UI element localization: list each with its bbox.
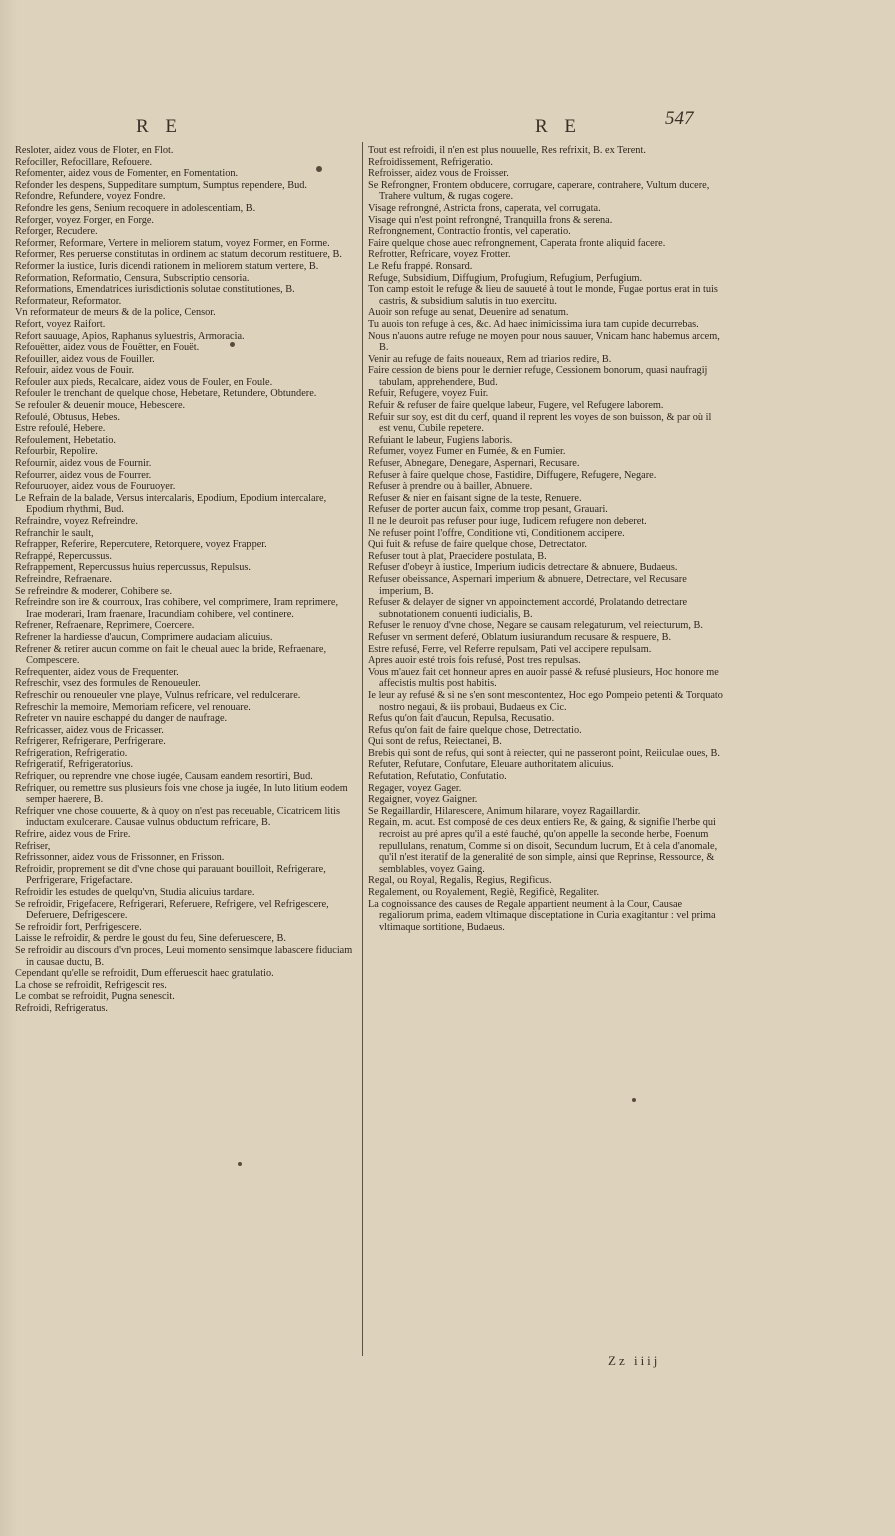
dictionary-entry: Le Refrain de la balade, Versus intercalaris, Epodium, Epodium intercalare, Epodium rhythmi, Bud. [15,492,327,516]
dictionary-entry: Refuge, Subsidium, Diffugium, Profugium, Refugium, Perfugium. [368,272,643,284]
dictionary-entry: Refreindre, Refraenare. [15,573,112,585]
dictionary-entry: Refuser, Abnegare, Denegare, Aspernari, Recusare. [368,458,580,470]
dictionary-entry: Reformations, Emendatrices iurisdictionis solutae constitutiones, B. [15,284,295,296]
dictionary-entry: La chose se refroidit, Refrigescit res. [15,979,167,991]
dictionary-entry: Refroidir les estudes de quelqu'vn, Studia alicuius tardare. [15,887,255,898]
dictionary-entry: Refreschir ou renoueuler vne playe, Vulnus refricare, vel redulcerare. [15,689,301,701]
dictionary-entry: Refroisser, aidez vous de Froisser. [368,168,509,180]
dictionary-entry: Ton camp estoit le refuge & lieu de sauueté à tout le monde, Fugae portus erat in tuis castris, & subsidium salutis in tuo exercitu. [368,284,718,307]
dictionary-entry: Refrotter, Refricare, voyez Frotter. [368,249,511,261]
dictionary-entry: Refriquer, ou remettre sus plusieurs fois vne chose ja iugée, In luto litium eodem semper haerere, B. [15,782,348,806]
dictionary-entry: Reformer, Reformare, Vertere in meliorem statum, voyez Former, en Forme. [15,237,330,249]
running-head-right: R E [535,116,583,137]
dictionary-entry: Auoir son refuge au senat, Deuenire ad senatum. [368,307,569,319]
dictionary-entry: Vous m'auez fait cet honneur apres en auoir passé & refusé plusieurs, Hoc honore me affecistis multis post habitis. [368,666,719,690]
dictionary-entry: Se refouler & deuenir mouce, Hebescere. [15,400,186,412]
dictionary-entry: Refrener & retirer aucun comme on fait le cheual auec la bride, Refraenare, Compescere. [15,643,327,667]
dictionary-entry: Refreter vn nauire eschappé du danger de naufrage. [15,713,228,725]
dictionary-entry: Refrappement, Repercussus huius repercussus, Repulsus. [15,562,251,574]
dictionary-entry: Refuser à faire quelque chose, Fastidire, Diffugere, Refugere, Negare. [368,469,657,481]
dictionary-entry: Le combat se refroidit, Pugna senescit. [15,991,175,1003]
dictionary-entry: Refriquer, ou reprendre vne chose iugée, Causam eandem resortiri, Bud. [15,771,313,783]
dictionary-entry: Refuser à prendre ou à bailler, Abnuere. [368,481,533,493]
dictionary-entry: Regager, voyez Gager. [368,782,462,794]
dictionary-entry: Visage qui n'est point refrongné, Tranquilla frons & serena. [368,214,613,226]
dictionary-entry: Refraindre, voyez Refreindre. [15,516,138,527]
dictionary-entry: Refroidissement, Refrigeratio. [368,156,493,168]
dictionary-entry: Refuser d'obeyr à iustice, Imperium iudicis detrectare & abnuere, Budaeus. [368,562,678,574]
dictionary-entry: Refrissonner, aidez vous de Frissonner, en Frisson. [15,852,225,864]
dictionary-entry: Refranchir le sault, [15,527,94,539]
dictionary-entry: Refourrer, aidez vous de Fourrer. [15,469,152,481]
dictionary-entry: Refuir & refuser de faire quelque labeur, Fugere, vel Refugere laborem. [368,400,664,412]
dictionary-entry: Resloter, aidez vous de Floter, en Flot. [15,145,174,156]
dictionary-entry: Se Regaillardir, Hilarescere, Animum hilarare, voyez Ragaillardir. [368,805,641,817]
dictionary-entry: Refroidir, proprement se dit d'vne chose qui parauant bouilloit, Refrigerare, Perfrigerare, Frigefactare. [15,863,326,887]
dictionary-entry: Refouir, aidez vous de Fouir. [15,365,135,377]
dictionary-entry: Refonder les despens, Suppeditare sumptum, Sumptus rependere, Bud. [15,179,307,191]
dictionary-entry: Tu auois ton refuge à ces, &c. Ad haec inimicissima iura tam cupide decurrebas. [368,318,699,330]
dictionary-entry: Refrigeratif, Refrigeratorius. [15,759,134,771]
dictionary-entry: Laisse le refroidir, & perdre le goust du feu, Sine deferuescere, B. [15,933,286,945]
dictionary-entry: Refreschir la memoire, Memoriam reficere, vel renouare. [15,701,251,713]
dictionary-entry: Estre refusé, Ferre, vel Referre repulsam, Pati vel accipere repulsam. [368,643,652,655]
ink-spot [230,342,235,347]
dictionary-entry: Refondre les gens, Senium recoquere in adolescentiam, B. [15,202,256,214]
dictionary-entry: Estre refoulé, Hebere. [15,423,106,435]
right-column [368,145,723,933]
dictionary-entry: Refreschir, vsez des formules de Renoueuler. [15,678,201,690]
dictionary-entry: Refort, voyez Raifort. [15,318,106,330]
dictionary-entry: Refricasser, aidez vous de Fricasser. [15,724,164,736]
dictionary-entry: Refrigerer, Refrigerare, Perfrigerare. [15,736,166,748]
dictionary-entry: Reformer la iustice, Iuris dicendi rationem in meliorem statum vertere, B. [15,260,319,272]
dictionary-entry: Il ne le deuroit pas refuser pour iuge, Iudicem refugere non deberet. [368,516,647,527]
dictionary-entry: Se refroidir, Frigefacere, Refrigerari, Referuere, Refrigere, vel Refrigescere, Deferuere, Defrigescere. [15,898,329,922]
dictionary-entry: Refouruoyer, aidez vous de Fouruoyer. [15,481,176,493]
dictionary-entry: Ne refuser point l'offre, Conditione vti, Conditionem accipere. [368,527,625,539]
dictionary-entry: Se refroidir fort, Perfrigescere. [15,921,142,933]
dictionary-entry: Faire cession de biens pour le dernier refuge, Cessionem bonorum, quasi naufragij tabulam, apprehendere, Bud. [368,365,708,388]
dictionary-entry: Refrener, Refraenare, Reprimere, Coercere. [15,620,195,632]
dictionary-entry: Faire quelque chose auec refrongnement, Caperata fronte aliquid facere. [368,237,666,249]
dictionary-entry: Refomenter, aidez vous de Fomenter, en Fomentation. [15,168,239,180]
dictionary-entry: Reformation, Reformatio, Censura, Subscriptio censoria. [15,272,250,284]
dictionary-entry: Refrongnement, Contractio frontis, vel caperatio. [368,226,571,238]
dictionary-entry: Regaigner, voyez Gaigner. [368,794,478,806]
dictionary-entry: Refutation, Refutatio, Confutatio. [368,771,507,783]
dictionary-entry: Refus qu'on fait d'aucun, Repulsa, Recusatio. [368,713,555,725]
dictionary-entry: Refrapper, Referire, Repercutere, Retorquere, voyez Frapper. [15,539,267,551]
dictionary-entry: Refouëtter, aidez vous de Fouëtter, en Fouët. [15,342,200,354]
dictionary-entry: Refuiant le labeur, Fugiens laboris. [368,434,513,446]
dictionary-entry: Regain, m. acut. Est composé de ces deux entiers Re, & gaing, & signifie l'herbe qui recroist au pré apres qu'il a esté fauché, qu'on appelle la seconde herbe, Foenum repullulans, renatum, Comme si on disoit, Secundum lucrum, Et à cela d'anomale, qu'il n'est iteratif de la generalité de son simple, ainsi que Reprinse, Ressource, & semblables, voyez Gaing. [368,817,718,875]
dictionary-entry: Refuser & delayer de signer vn appoinctement accordé, Prolatando detrectare subnotationem conuenti iudicialis, B. [368,597,688,620]
dictionary-entry: Visage refrongné, Astricta frons, caperata, vel corrugata. [368,202,601,214]
dictionary-entry: Se Refrongner, Frontem obducere, corrugare, caperare, contrahere, Vultum ducere, Trahere vultum, & rugas cogere. [368,179,710,203]
dictionary-entry: Refoulement, Hebetatio. [15,434,116,446]
dictionary-entry: Qui fuit & refuse de faire quelque chose, Detrectator. [368,539,588,551]
dictionary-entry: Reformateur, Reformator. [15,295,122,307]
dictionary-entry: Refuter, Refutare, Confutare, Eleuare authoritatem alicuius. [368,759,614,771]
page-number: 547 [665,108,694,129]
dictionary-entry: Refuser de porter aucun faix, comme trop pesant, Grauari. [368,504,608,516]
dictionary-entry: Venir au refuge de faits noueaux, Rem ad triarios redire, B. [368,353,612,365]
dictionary-entry: Refouler le trenchant de quelque chose, Hebetare, Retundere, Obtundere. [15,388,317,400]
dictionary-entry: Refriser, [15,840,51,852]
dictionary-entry: Refourbir, Repolire. [15,446,98,458]
dictionary-entry: Refournir, aidez vous de Fournir. [15,458,152,470]
dictionary-entry: Vn reformateur de meurs & de la police, Censor. [15,307,216,319]
dictionary-entry: Reforger, Recudere. [15,226,98,238]
dictionary-entry: Refuir, Refugere, voyez Fuir. [368,388,489,400]
dictionary-entry: Refouler aux pieds, Recalcare, aidez vous de Fouler, en Foule. [15,376,273,388]
dictionary-entry: Refrire, aidez vous de Frire. [15,829,131,841]
dictionary-entry: Reforger, voyez Forger, en Forge. [15,214,155,226]
ink-spot [632,1098,636,1102]
dictionary-entry: Refriquer vne chose couuerte, & à quoy on n'est pas receuable, Cicatricem litis inductam exulcerare. Causae vulnus obductum refricare, B. [15,805,340,829]
dictionary-entry: Refuser & nier en faisant signe de la teste, Renuere. [368,492,582,504]
dictionary-entry: Refrequenter, aidez vous de Frequenter. [15,666,179,678]
dictionary-entry: Refondre, Refundere, voyez Fondre. [15,191,166,203]
dictionary-entry: Se refreindre & moderer, Cohibere se. [15,585,173,597]
running-head-left: R E [136,116,184,137]
dictionary-entry: Reformer, Res peruerse constitutas in ordinem ac statum decorum restituere, B. [15,249,342,261]
dictionary-entry: Apres auoir esté trois fois refusé, Post tres repulsas. [368,655,581,667]
dictionary-entry: Cependant qu'elle se refroidit, Dum efferuescit haec gratulatio. [15,968,274,980]
ink-spot [238,1162,242,1166]
dictionary-entry: Le Refu frappé. Ronsard. [368,260,473,272]
dictionary-entry: Refuser obeissance, Aspernari imperium & abnuere, Detrectare, vel Recusare imperium, B. [368,573,687,597]
dictionary-entry: Refrigeration, Refrigeratio. [15,747,128,759]
dictionary-entry: Refuser vn serment deferé, Oblatum iusiurandum recusare & respuere, B. [368,631,672,643]
dictionary-entry: Tout est refroidi, il n'en est plus nouuelle, Res refrixit, B. ex Terent. [368,145,646,156]
dictionary-entry: Refumer, voyez Fumer en Fumée, & en Fumier. [368,446,566,458]
left-column [15,145,356,1015]
dictionary-entry: Se refroidir au discours d'vn proces, Leui momento sensimque labascere fiduciam in causae ductu, B. [15,944,353,968]
dictionary-entry: Regalement, ou Royalement, Regiè, Regificè, Regaliter. [368,887,600,898]
dictionary-entry: Refrener la hardiesse d'aucun, Comprimere audaciam alicuius. [15,631,273,643]
dictionary-entry: Refort sauuage, Apios, Raphanus syluestris, Armoracia. [15,330,245,342]
dictionary-entry: Refociller, Refocillare, Refouere. [15,156,153,168]
dictionary-entry: Refrappé, Repercussus. [15,550,112,562]
dictionary-entry: Refreindre son ire & courroux, Iras cohibere, vel comprimere, Iram reprimere, Irae moderari, Iram fraenare, Iracundiam cohibere, vel continere. [15,597,339,620]
dictionary-entry: Refuir sur soy, est dit du cerf, quand il reprent les voyes de son buisson, & par où il est venu, Cubile repetere. [368,411,712,435]
column-divider [362,142,363,1356]
dictionary-entry: Nous n'auons autre refuge ne moyen pour nous sauuer, Vnicam hanc habemus arcem, B. [368,330,720,354]
dictionary-entry: Regal, ou Royal, Regalis, Regius, Regificus. [368,875,552,887]
dictionary-entry: Brebis qui sont de refus, qui sont à reiecter, qui ne passeront point, Reiiculae oues, B. [368,747,720,759]
dictionary-entry: Ie leur ay refusé & si ne s'en sont mescontentez, Hoc ego Pompeio petenti & Torquato nostro negaui, & iis probaui, Budaeus ex Cic. [368,689,723,713]
dictionary-entry: Refuser tout à plat, Praecidere postulata, B. [368,550,547,562]
dictionary-entry: Refouiller, aidez vous de Fouiller. [15,353,155,365]
ink-spot [316,166,322,172]
dictionary-entry: Qui sont de refus, Reiectanei, B. [368,736,502,748]
dictionary-entry: Refoulé, Obtusus, Hebes. [15,411,120,423]
dictionary-entry: Refuser le renuoy d'vne chose, Negare se causam relegaturum, vel reiecturum, B. [368,620,703,632]
dictionary-entry: Refroidi, Refrigeratus. [15,1002,108,1014]
catchword: Zz iiij [608,1353,661,1368]
dictionary-entry: La cognoissance des causes de Regale appartient neument à la Cour, Causae regaliorum prima, eadem vltimaque disceptatione in Curia exagitantur : vel prima vltimaque sortitione, Budaeus. [368,898,716,933]
dictionary-entry: Refus qu'on fait de faire quelque chose, Detrectatio. [368,724,582,736]
